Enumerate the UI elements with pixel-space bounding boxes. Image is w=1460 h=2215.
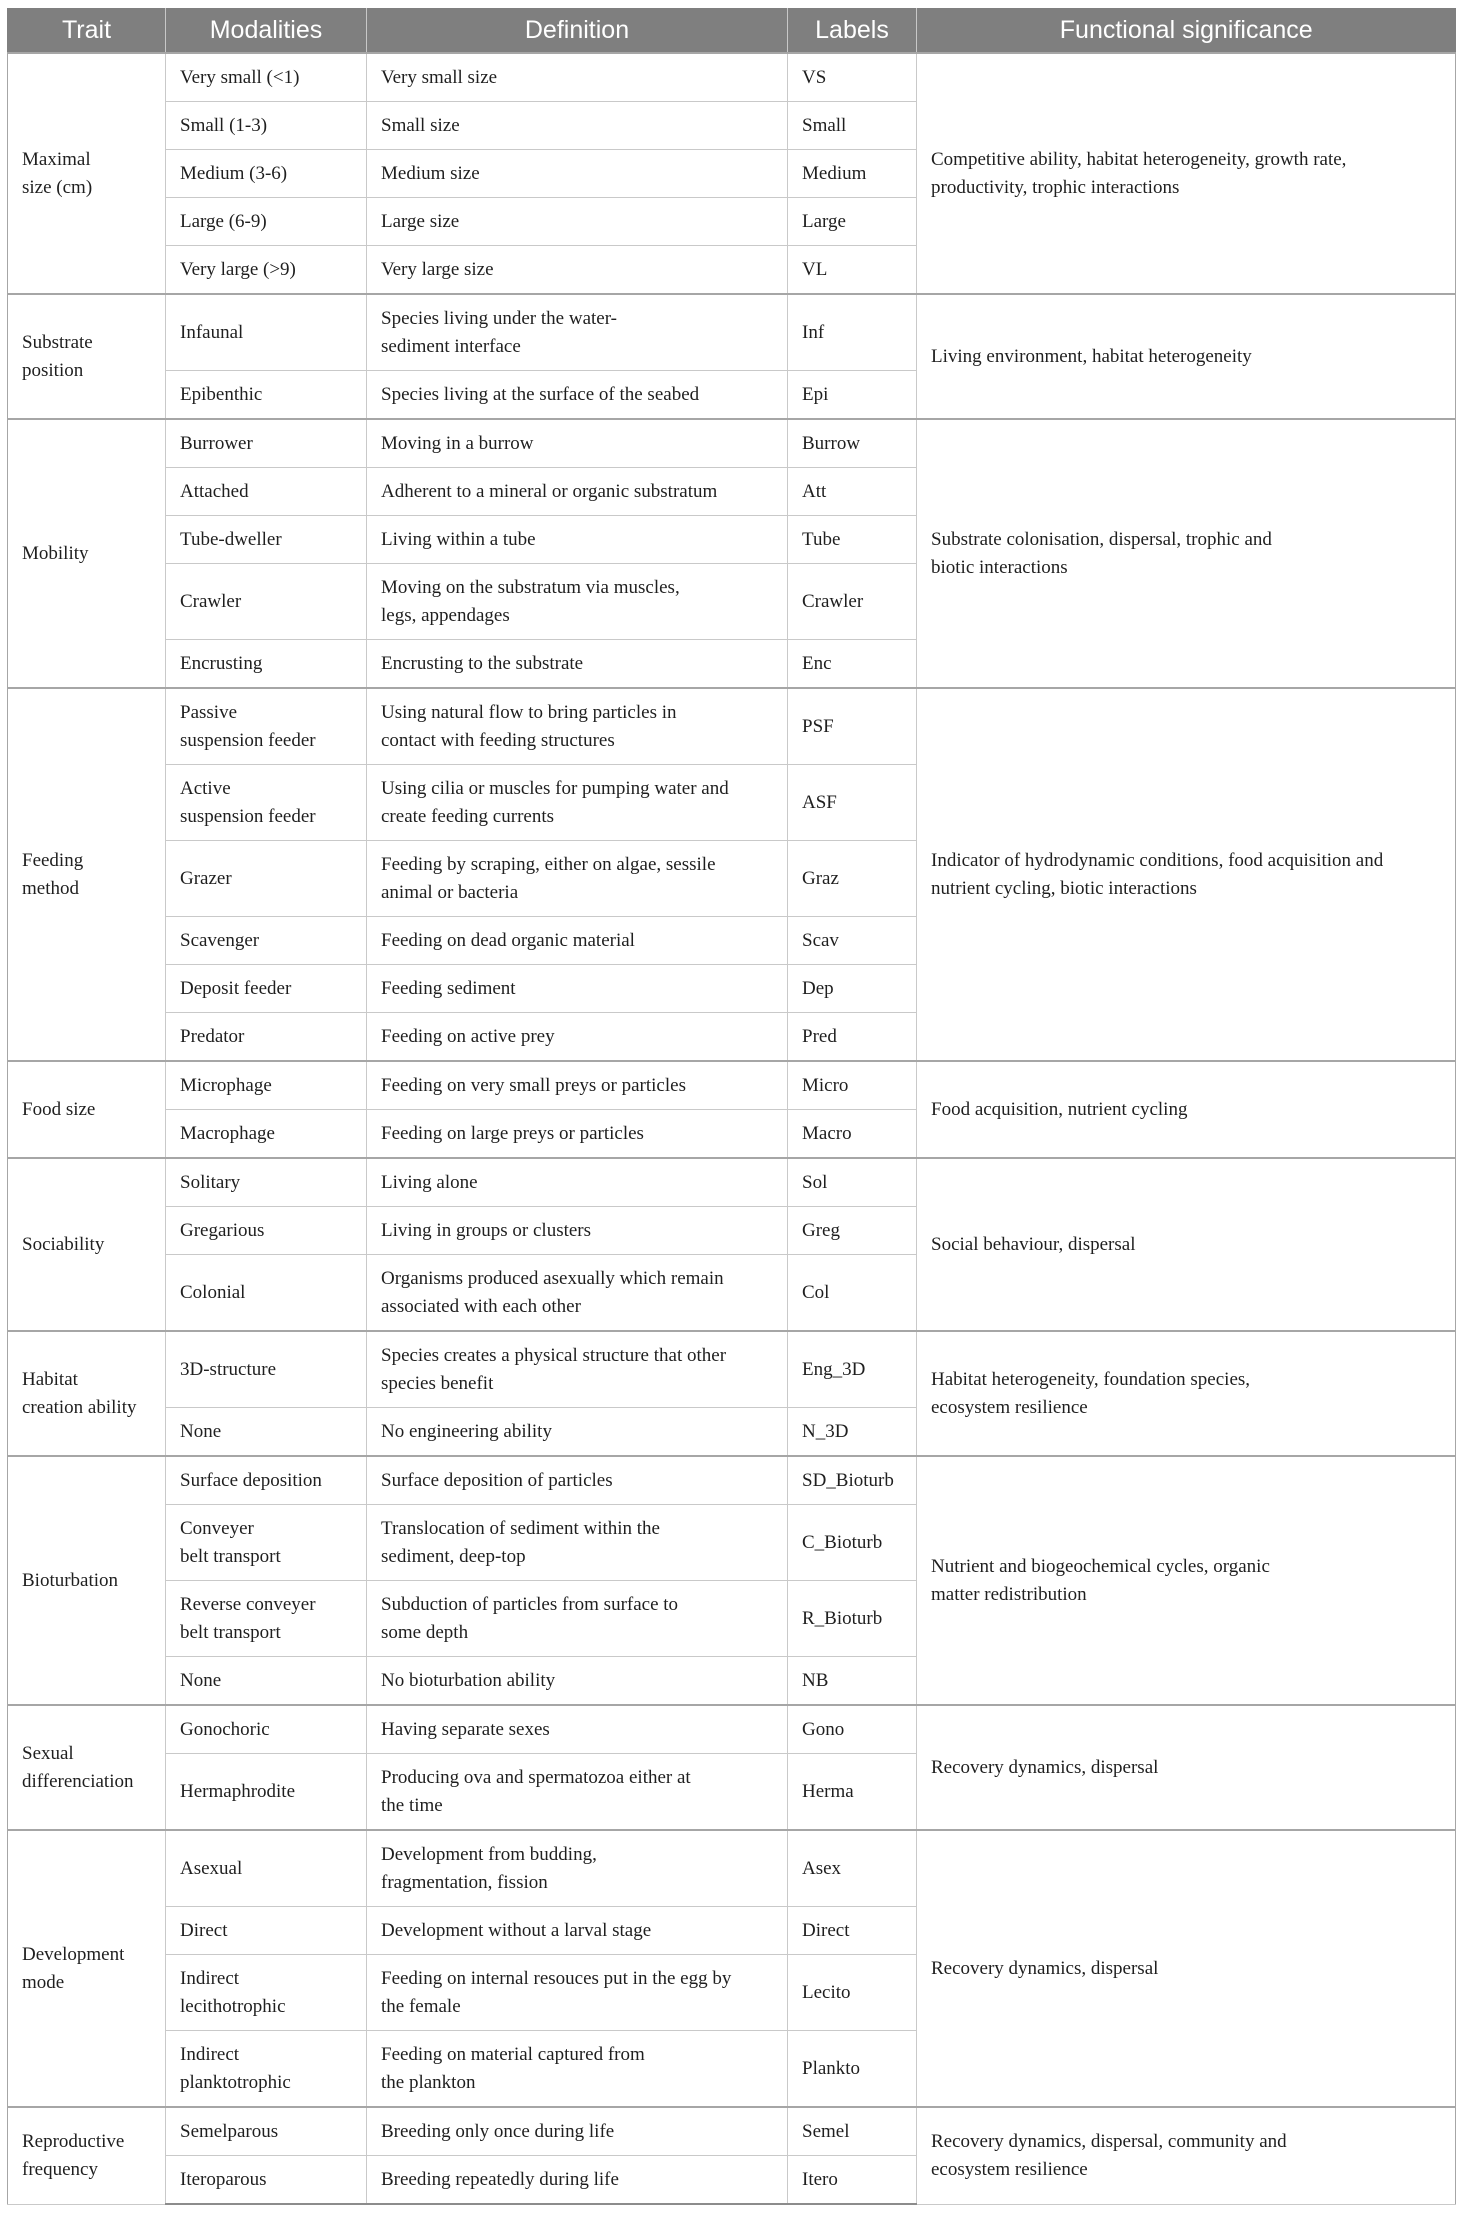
label-cell: Inf xyxy=(788,294,917,371)
definition-cell: Feeding on internal resouces put in the egg by the female xyxy=(367,1955,788,2031)
definition-cell: Feeding sediment xyxy=(367,965,788,1013)
trait-cell: Reproductive frequency xyxy=(8,2107,166,2204)
label-cell: Herma xyxy=(788,1754,917,1831)
modality-cell: Passive suspension feeder xyxy=(166,688,367,765)
definition-cell: Breeding only once during life xyxy=(367,2107,788,2156)
label-cell: Gono xyxy=(788,1705,917,1754)
label-cell: SD_Bioturb xyxy=(788,1456,917,1505)
label-cell: C_Bioturb xyxy=(788,1505,917,1581)
functional-significance-cell: Nutrient and biogeochemical cycles, organic matter redistribution xyxy=(917,1456,1456,1705)
functional-significance-cell: Food acquisition, nutrient cycling xyxy=(917,1061,1456,1158)
header-row xyxy=(8,8,1456,53)
modality-cell: Medium (3-6) xyxy=(166,150,367,198)
modality-cell: Indirect lecithotrophic xyxy=(166,1955,367,2031)
definition-cell: No bioturbation ability xyxy=(367,1657,788,1706)
header-labels: Labels xyxy=(788,8,917,53)
trait-cell: Sexual differenciation xyxy=(8,1705,166,1830)
definition-cell: Feeding on dead organic material xyxy=(367,917,788,965)
functional-significance-cell: Indicator of hydrodynamic conditions, food acquisition and nutrient cycling, biotic interactions xyxy=(917,688,1456,1061)
definition-cell: No engineering ability xyxy=(367,1408,788,1457)
table-header xyxy=(8,8,1456,53)
modality-cell: Burrower xyxy=(166,419,367,468)
modality-cell: Direct xyxy=(166,1907,367,1955)
trait-cell: Maximal size (cm) xyxy=(8,53,166,294)
modality-cell: Scavenger xyxy=(166,917,367,965)
functional-significance-cell: Recovery dynamics, dispersal xyxy=(917,1830,1456,2107)
definition-cell: Very small size xyxy=(367,53,788,102)
label-cell: Col xyxy=(788,1255,917,1332)
label-cell: Asex xyxy=(788,1830,917,1907)
traits-table-container xyxy=(7,8,1455,2205)
definition-cell: Producing ova and spermatozoa either at the time xyxy=(367,1754,788,1831)
modality-cell: Deposit feeder xyxy=(166,965,367,1013)
table-row xyxy=(8,1705,1456,1754)
definition-cell: Moving on the substratum via muscles, legs, appendages xyxy=(367,564,788,640)
functional-significance-cell: Competitive ability, habitat heterogeneity, growth rate, productivity, trophic interactions xyxy=(917,53,1456,294)
definition-cell: Breeding repeatedly during life xyxy=(367,2156,788,2205)
definition-cell: Species living at the surface of the seabed xyxy=(367,371,788,420)
label-cell: Greg xyxy=(788,1207,917,1255)
definition-cell: Surface deposition of particles xyxy=(367,1456,788,1505)
modality-cell: 3D-structure xyxy=(166,1331,367,1408)
functional-significance-cell: Living environment, habitat heterogeneity xyxy=(917,294,1456,419)
functional-significance-cell: Recovery dynamics, dispersal, community and ecosystem resilience xyxy=(917,2107,1456,2204)
table-row xyxy=(8,1331,1456,1408)
label-cell: ASF xyxy=(788,765,917,841)
label-cell: Macro xyxy=(788,1110,917,1159)
label-cell: VS xyxy=(788,53,917,102)
modality-cell: Gonochoric xyxy=(166,1705,367,1754)
table-row xyxy=(8,53,1456,102)
modality-cell: Attached xyxy=(166,468,367,516)
modality-cell: Infaunal xyxy=(166,294,367,371)
definition-cell: Feeding on very small preys or particles xyxy=(367,1061,788,1110)
label-cell: VL xyxy=(788,246,917,295)
label-cell: Eng_3D xyxy=(788,1331,917,1408)
modality-cell: Crawler xyxy=(166,564,367,640)
label-cell: Direct xyxy=(788,1907,917,1955)
header-modalities: Modalities xyxy=(166,8,367,53)
label-cell: N_3D xyxy=(788,1408,917,1457)
header-trait: Trait xyxy=(8,8,166,53)
modality-cell: Colonial xyxy=(166,1255,367,1332)
definition-cell: Feeding on material captured from the plankton xyxy=(367,2031,788,2108)
modality-cell: Tube-dweller xyxy=(166,516,367,564)
definition-cell: Very large size xyxy=(367,246,788,295)
label-cell: Plankto xyxy=(788,2031,917,2108)
modality-cell: Grazer xyxy=(166,841,367,917)
label-cell: Lecito xyxy=(788,1955,917,2031)
modality-cell: Small (1-3) xyxy=(166,102,367,150)
label-cell: Att xyxy=(788,468,917,516)
definition-cell: Moving in a burrow xyxy=(367,419,788,468)
definition-cell: Using natural flow to bring particles in contact with feeding structures xyxy=(367,688,788,765)
functional-significance-cell: Habitat heterogeneity, foundation species, ecosystem resilience xyxy=(917,1331,1456,1456)
trait-cell: Habitat creation ability xyxy=(8,1331,166,1456)
trait-cell: Feeding method xyxy=(8,688,166,1061)
trait-cell: Sociability xyxy=(8,1158,166,1331)
definition-cell: Development without a larval stage xyxy=(367,1907,788,1955)
trait-cell: Food size xyxy=(8,1061,166,1158)
definition-cell: Translocation of sediment within the sediment, deep-top xyxy=(367,1505,788,1581)
header-definition: Definition xyxy=(367,8,788,53)
header-functional-significance: Functional significance xyxy=(917,8,1456,53)
modality-cell: Semelparous xyxy=(166,2107,367,2156)
definition-cell: Development from budding, fragmentation, fission xyxy=(367,1830,788,1907)
label-cell: Graz xyxy=(788,841,917,917)
modality-cell: Macrophage xyxy=(166,1110,367,1159)
definition-cell: Organisms produced asexually which remain associated with each other xyxy=(367,1255,788,1332)
modality-cell: None xyxy=(166,1657,367,1706)
label-cell: Burrow xyxy=(788,419,917,468)
label-cell: Itero xyxy=(788,2156,917,2205)
label-cell: PSF xyxy=(788,688,917,765)
modality-cell: Encrusting xyxy=(166,640,367,689)
label-cell: Epi xyxy=(788,371,917,420)
table-row xyxy=(8,2107,1456,2156)
trait-cell: Substrate position xyxy=(8,294,166,419)
modality-cell: Surface deposition xyxy=(166,1456,367,1505)
label-cell: NB xyxy=(788,1657,917,1706)
modality-cell: Iteroparous xyxy=(166,2156,367,2205)
modality-cell: Indirect planktotrophic xyxy=(166,2031,367,2108)
definition-cell: Adherent to a mineral or organic substratum xyxy=(367,468,788,516)
table-row xyxy=(8,688,1456,765)
definition-cell: Small size xyxy=(367,102,788,150)
functional-significance-cell: Substrate colonisation, dispersal, trophic and biotic interactions xyxy=(917,419,1456,688)
functional-significance-cell: Social behaviour, dispersal xyxy=(917,1158,1456,1331)
definition-cell: Feeding on large preys or particles xyxy=(367,1110,788,1159)
table-row xyxy=(8,419,1456,468)
definition-cell: Feeding on active prey xyxy=(367,1013,788,1062)
label-cell: Tube xyxy=(788,516,917,564)
modality-cell: Active suspension feeder xyxy=(166,765,367,841)
trait-cell: Development mode xyxy=(8,1830,166,2107)
modality-cell: Very small (<1) xyxy=(166,53,367,102)
definition-cell: Using cilia or muscles for pumping water and create feeding currents xyxy=(367,765,788,841)
label-cell: Micro xyxy=(788,1061,917,1110)
traits-table xyxy=(7,8,1456,2205)
definition-cell: Species creates a physical structure that other species benefit xyxy=(367,1331,788,1408)
table-row xyxy=(8,1158,1456,1207)
definition-cell: Subduction of particles from surface to some depth xyxy=(367,1581,788,1657)
table-row xyxy=(8,1061,1456,1110)
label-cell: Semel xyxy=(788,2107,917,2156)
label-cell: Sol xyxy=(788,1158,917,1207)
label-cell: Crawler xyxy=(788,564,917,640)
trait-cell: Mobility xyxy=(8,419,166,688)
definition-cell: Encrusting to the substrate xyxy=(367,640,788,689)
label-cell: Medium xyxy=(788,150,917,198)
definition-cell: Feeding by scraping, either on algae, sessile animal or bacteria xyxy=(367,841,788,917)
modality-cell: Hermaphrodite xyxy=(166,1754,367,1831)
label-cell: Enc xyxy=(788,640,917,689)
table-row xyxy=(8,294,1456,371)
label-cell: Small xyxy=(788,102,917,150)
modality-cell: Asexual xyxy=(166,1830,367,1907)
table-row xyxy=(8,1456,1456,1505)
label-cell: Pred xyxy=(788,1013,917,1062)
modality-cell: Epibenthic xyxy=(166,371,367,420)
modality-cell: None xyxy=(166,1408,367,1457)
trait-cell: Bioturbation xyxy=(8,1456,166,1705)
label-cell: Dep xyxy=(788,965,917,1013)
modality-cell: Large (6-9) xyxy=(166,198,367,246)
definition-cell: Living in groups or clusters xyxy=(367,1207,788,1255)
functional-significance-cell: Recovery dynamics, dispersal xyxy=(917,1705,1456,1830)
table-row xyxy=(8,1830,1456,1907)
definition-cell: Large size xyxy=(367,198,788,246)
definition-cell: Medium size xyxy=(367,150,788,198)
label-cell: R_Bioturb xyxy=(788,1581,917,1657)
definition-cell: Having separate sexes xyxy=(367,1705,788,1754)
modality-cell: Gregarious xyxy=(166,1207,367,1255)
modality-cell: Very large (>9) xyxy=(166,246,367,295)
label-cell: Large xyxy=(788,198,917,246)
label-cell: Scav xyxy=(788,917,917,965)
definition-cell: Species living under the water- sediment interface xyxy=(367,294,788,371)
modality-cell: Microphage xyxy=(166,1061,367,1110)
modality-cell: Reverse conveyer belt transport xyxy=(166,1581,367,1657)
table-body xyxy=(8,53,1456,2204)
modality-cell: Predator xyxy=(166,1013,367,1062)
modality-cell: Conveyer belt transport xyxy=(166,1505,367,1581)
modality-cell: Solitary xyxy=(166,1158,367,1207)
definition-cell: Living within a tube xyxy=(367,516,788,564)
definition-cell: Living alone xyxy=(367,1158,788,1207)
